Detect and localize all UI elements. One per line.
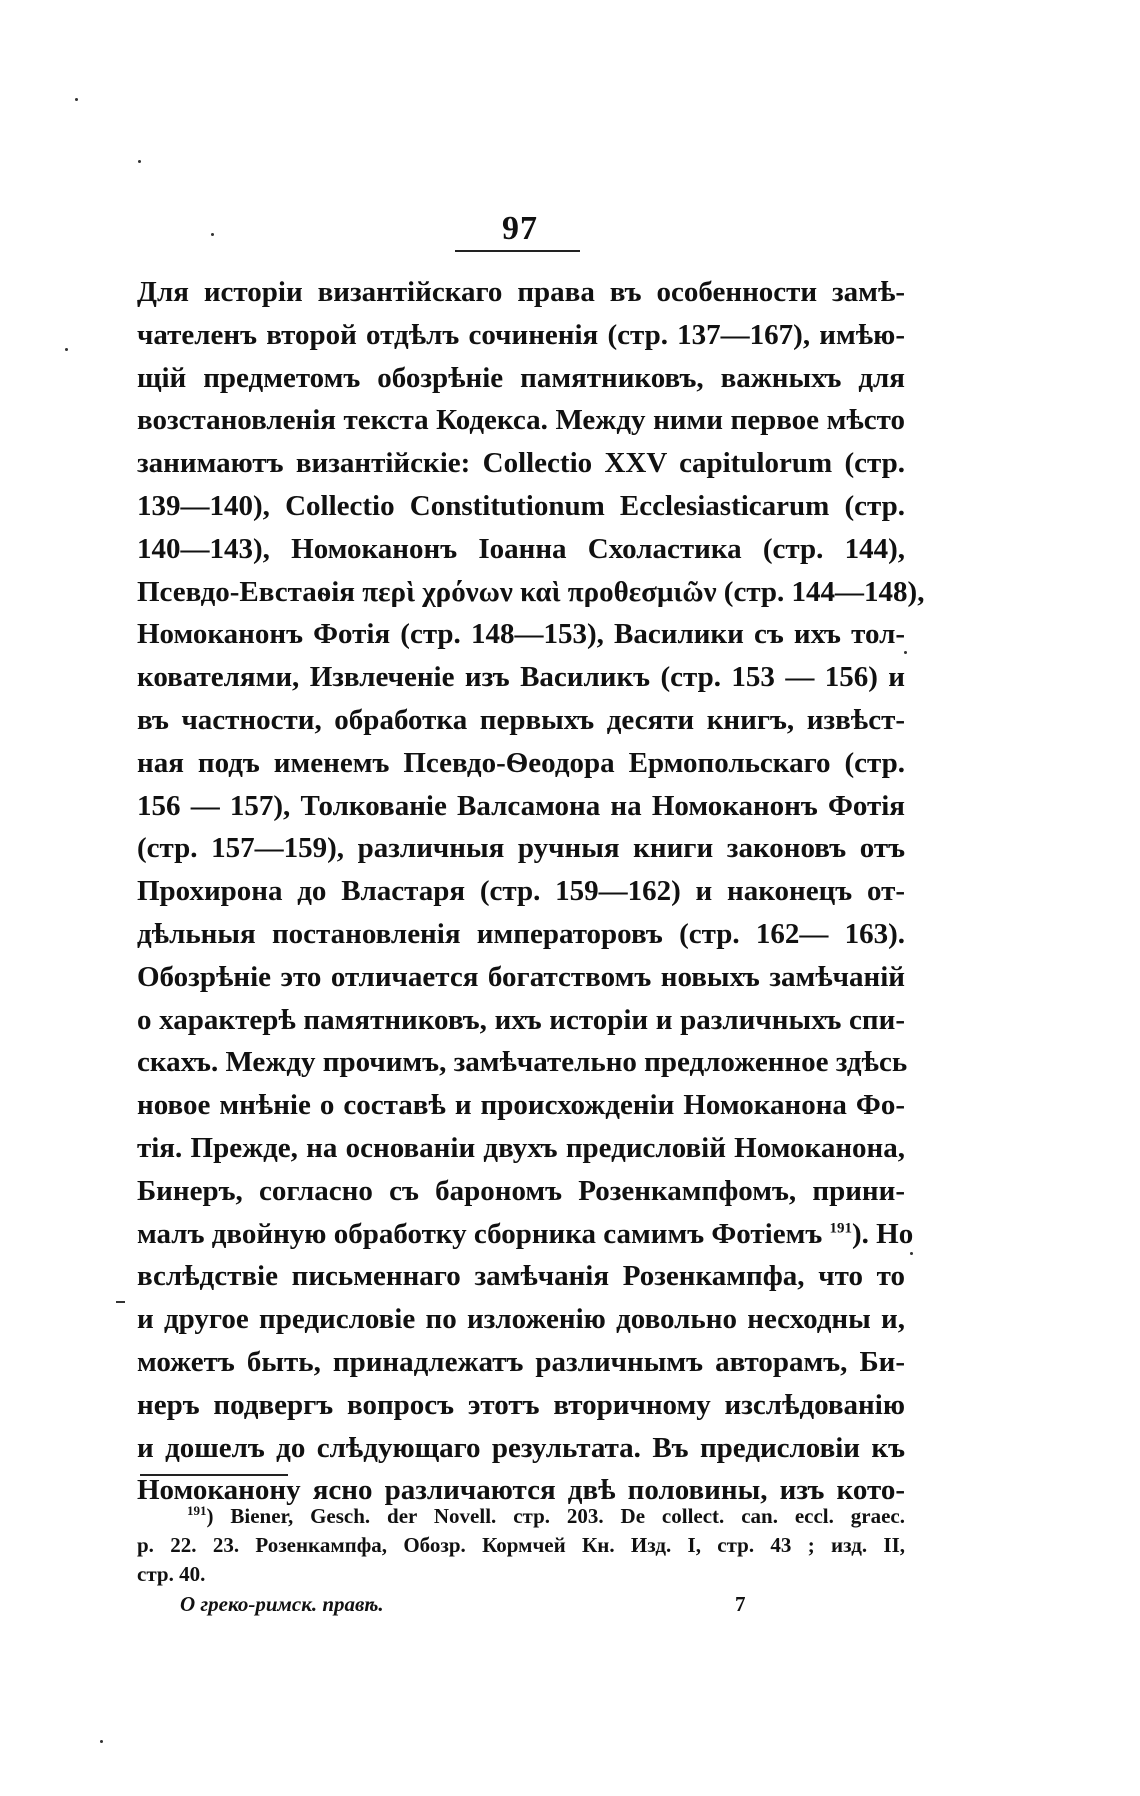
footnote-number: 191 — [187, 1503, 207, 1518]
signature-mark: О греко-римск. правѣ. — [180, 1592, 384, 1616]
footnote-line: стр. 40. — [137, 1562, 206, 1586]
text-line: дѣльныя постановленія императоровъ (стр. 162— 163). — [137, 917, 905, 950]
text-line: щій предметомъ обозрѣніе памятниковъ, важныхъ для — [137, 361, 905, 394]
text-line: въ частности, обработка первыхъ десяти книгъ, извѣст- — [137, 703, 905, 736]
text-line: 156 — 157), Толкованіе Валсамона на Номоканонъ Фотія — [137, 789, 905, 822]
text-line: Номоканонъ Фотія (стр. 148—153), Василики съ ихъ тол- — [137, 618, 905, 651]
text-line: вслѣдствіе письменнаго замѣчанія Розенкампфа, что то — [137, 1260, 905, 1293]
page-number: 97 — [502, 210, 538, 247]
text-line: о характерѣ памятниковъ, ихъ исторіи и различныхъ спи- — [137, 1003, 905, 1036]
text-line: занимаютъ византійскіе: Collectio XXV capitulorum (стр. — [137, 447, 905, 480]
footnote-line — [137, 1502, 905, 1531]
text-line: Для исторіи византійскаго права въ особенности замѣ- — [137, 276, 905, 308]
scan-speck — [75, 98, 78, 101]
footnote-block — [137, 1502, 905, 1589]
text-line: можетъ быть, принадлежатъ различнымъ авторамъ, Би- — [137, 1345, 905, 1378]
text-line: и дошелъ до слѣдующаго результата. Въ предисловіи къ — [137, 1431, 905, 1464]
text-line-start: малъ двойную обработку сборника самимъ Фотіемъ — [137, 1217, 823, 1250]
text-line: Бинеръ, согласно съ барономъ Розенкампфомъ, прини- — [137, 1174, 905, 1207]
text-line: кователями, Извлеченіе изъ Василикъ (стр. 153 — 156) и — [137, 661, 905, 694]
text-line: тія. Прежде, на основаніи двухъ предисловій Номоканона, — [137, 1131, 905, 1164]
text-line-end: ). Но — [851, 1217, 914, 1250]
header-rule — [455, 250, 580, 252]
text-line-with-footnote — [137, 1213, 914, 1256]
text-line: Прохирона до Властаря (стр. 159—162) и наконецъ от- — [137, 875, 905, 908]
scan-speck — [910, 1252, 913, 1255]
text-line: 140—143), Номоканонъ Іоанна Схоластика (стр. 144), — [137, 532, 905, 565]
scan-speck — [138, 160, 141, 163]
text-line: возстановленія текста Кодекса. Между ними первое мѣсто — [137, 404, 905, 437]
main-paragraph — [137, 271, 925, 1512]
footnote-rule — [140, 1474, 288, 1476]
text-line: Обозрѣніе это отличается богатствомъ новыхъ замѣчаній — [137, 960, 905, 993]
scan-speck — [100, 1740, 103, 1743]
text-line: новое мнѣніе о составѣ и происхожденіи Номоканона Фо- — [137, 1089, 905, 1122]
text-line: Номоканону ясно различаются двѣ половины, изъ кото- — [137, 1474, 905, 1507]
text-line: 139—140), Collectio Constitutionum Ecclesiasticarum (стр. — [137, 489, 905, 522]
text-line: (стр. 157—159), различныя ручныя книги законовъ отъ — [137, 832, 905, 865]
scan-speck — [904, 651, 907, 654]
footnote-line: p. 22. 23. Розенкампфа, Обозр. Кормчей Кн. Изд. I, стр. 43 ; изд. II, — [137, 1533, 905, 1557]
margin-mark — [116, 1301, 125, 1303]
signature-number: 7 — [735, 1592, 746, 1616]
footnote-line-text: ) Biener, Gesch. der Novell. стр. 203. De collect. can. eccl. graec. — [206, 1504, 905, 1528]
scan-speck — [65, 348, 68, 351]
text-line: ная подъ именемъ Псевдо-Ѳеодора Ермопольскаго (стр. — [137, 746, 905, 779]
text-line: и другое предисловіе по изложенію довольно несходны и, — [137, 1303, 905, 1336]
text-line: Псевдо-Евстаѳія περὶ χρόνων καὶ προθεσμιῶν (стр. 144—148), — [137, 575, 925, 608]
text-line: чателенъ второй отдѣлъ сочиненія (стр. 137—167), имѣю- — [137, 318, 905, 351]
footnote-reference[interactable]: 191 — [829, 1219, 852, 1236]
text-line: скахъ. Между прочимъ, замѣчательно предложенное здѣсь — [137, 1046, 908, 1079]
text-line: неръ подвергъ вопросъ этотъ вторичному изслѣдованію — [137, 1388, 905, 1421]
scan-speck — [211, 233, 214, 236]
